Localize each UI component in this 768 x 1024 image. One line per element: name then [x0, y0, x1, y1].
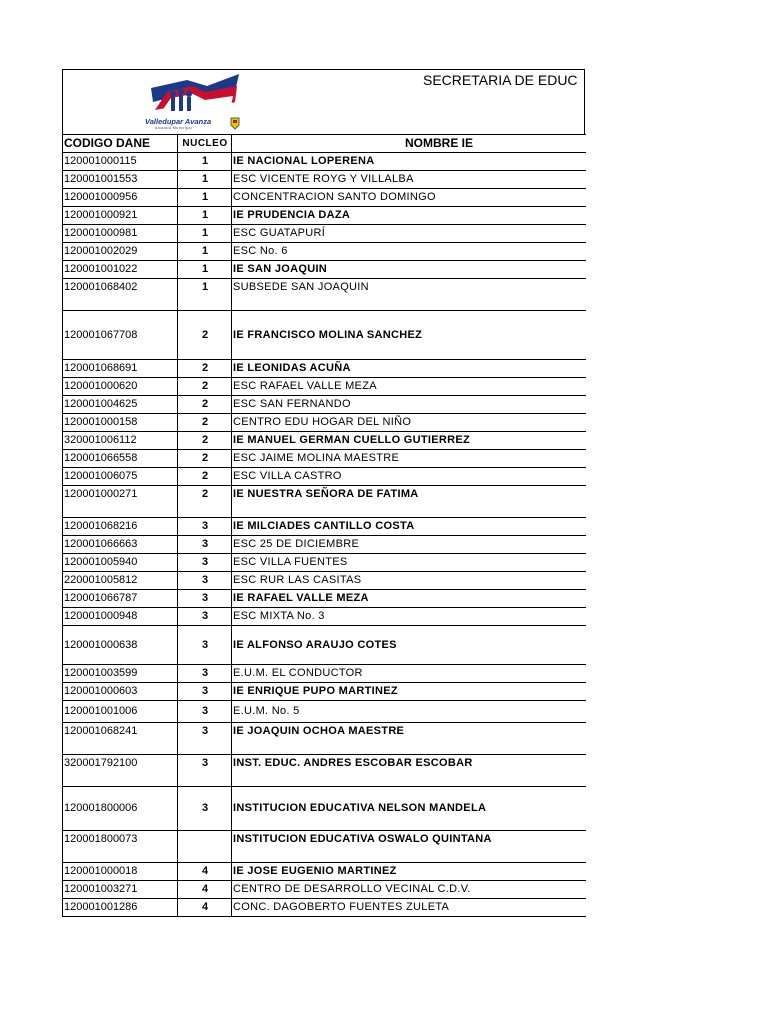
- cell-nombre-ie: IE JOSE EUGENIO MARTINEZ: [232, 863, 587, 881]
- table-row: [63, 787, 587, 831]
- cell-codigo-dane: 120001800006: [63, 787, 178, 831]
- cell-nucleo: 4: [178, 881, 232, 899]
- cell-codigo-dane: 120001000158: [63, 414, 178, 432]
- cell-nucleo: 1: [178, 153, 232, 171]
- cell-nucleo: 2: [178, 432, 232, 450]
- logo-subtext: Alcaldía Municipal: [155, 126, 193, 130]
- cell-nucleo: 3: [178, 518, 232, 536]
- table-row: [63, 311, 587, 360]
- cell-nucleo: 4: [178, 899, 232, 917]
- table-row: [63, 468, 587, 486]
- cell-nucleo: 3: [178, 608, 232, 626]
- cell-nucleo: 1: [178, 207, 232, 225]
- cell-codigo-dane: 120001003599: [63, 665, 178, 683]
- spreadsheet-page: [62, 69, 586, 941]
- cell-nucleo: 1: [178, 279, 232, 311]
- cell-codigo-dane: 120001000948: [63, 608, 178, 626]
- table-row: [63, 378, 587, 396]
- cell-codigo-dane: 120001066787: [63, 590, 178, 608]
- table-row: [63, 899, 587, 917]
- table-row: [63, 360, 587, 378]
- cell-codigo-dane: 120001006075: [63, 468, 178, 486]
- cell-codigo-dane: 120001001006: [63, 701, 178, 723]
- crest-icon: [230, 116, 240, 130]
- cell-nucleo: 2: [178, 360, 232, 378]
- cell-codigo-dane: 120001000620: [63, 378, 178, 396]
- cell-nombre-ie: ESC JAIME MOLINA MAESTRE: [232, 450, 587, 468]
- page-title: SECRETARIA DE EDUC: [423, 72, 578, 88]
- cell-codigo-dane: 120001002029: [63, 243, 178, 261]
- cell-nucleo: 3: [178, 590, 232, 608]
- cell-nucleo: 3: [178, 701, 232, 723]
- table-row: [63, 831, 587, 863]
- cell-codigo-dane: 120001000271: [63, 486, 178, 518]
- cell-nombre-ie: ESC No. 6: [232, 243, 587, 261]
- table-body: [63, 153, 587, 917]
- cell-nucleo: 4: [178, 863, 232, 881]
- column-header-codigo-dane: CODIGO DANE: [63, 135, 178, 153]
- cell-codigo-dane: 120001001022: [63, 261, 178, 279]
- column-header-nombre-ie: NOMBRE IE: [232, 135, 587, 153]
- cell-codigo-dane: 120001000018: [63, 863, 178, 881]
- table-row: [63, 723, 587, 755]
- header-block: [62, 69, 585, 134]
- cell-nucleo: [178, 831, 232, 863]
- table-row: [63, 683, 587, 701]
- cell-nombre-ie: ESC VICENTE ROYG Y VILLALBA: [232, 171, 587, 189]
- cell-codigo-dane: 320001006112: [63, 432, 178, 450]
- cell-nombre-ie: ESC VILLA FUENTES: [232, 554, 587, 572]
- cell-nucleo: 3: [178, 554, 232, 572]
- cell-nucleo: 2: [178, 468, 232, 486]
- table-row: [63, 701, 587, 723]
- cell-nombre-ie: INSTITUCION EDUCATIVA OSWALO QUINTANA: [232, 831, 587, 863]
- table-row: [63, 450, 587, 468]
- cell-nucleo: 1: [178, 189, 232, 207]
- cell-nombre-ie: ESC SAN FERNANDO: [232, 396, 587, 414]
- cell-nombre-ie: ESC VILLA CASTRO: [232, 468, 587, 486]
- table-row: [63, 590, 587, 608]
- cell-nombre-ie: ESC RAFAEL VALLE MEZA: [232, 378, 587, 396]
- cell-nombre-ie: ESC GUATAPURÍ: [232, 225, 587, 243]
- cell-nucleo: 3: [178, 536, 232, 554]
- cell-codigo-dane: 320001792100: [63, 755, 178, 787]
- table-row: [63, 755, 587, 787]
- cell-codigo-dane: 220001005812: [63, 572, 178, 590]
- table-row: [63, 396, 587, 414]
- table-row: [63, 207, 587, 225]
- table-row: [63, 665, 587, 683]
- table-row: [63, 518, 587, 536]
- table-row: [63, 414, 587, 432]
- cell-nucleo: 3: [178, 787, 232, 831]
- table-row: [63, 486, 587, 518]
- cell-nucleo: 3: [178, 683, 232, 701]
- table-header-row: [63, 135, 587, 153]
- logo-text: Valledupar Avanza: [145, 117, 212, 126]
- cell-nucleo: 2: [178, 450, 232, 468]
- cell-nombre-ie: IE ALFONSO ARAUJO COTES: [232, 626, 587, 665]
- cell-nucleo: 1: [178, 171, 232, 189]
- cell-nombre-ie: IE NACIONAL LOPERENA: [232, 153, 587, 171]
- cell-codigo-dane: 120001068402: [63, 279, 178, 311]
- cell-nucleo: 3: [178, 723, 232, 755]
- cell-codigo-dane: 120001800073: [63, 831, 178, 863]
- cell-nucleo: 1: [178, 225, 232, 243]
- table-row: [63, 153, 587, 171]
- table-row: [63, 536, 587, 554]
- cell-nombre-ie: IE RAFAEL VALLE MEZA: [232, 590, 587, 608]
- cell-codigo-dane: 120001001553: [63, 171, 178, 189]
- table-row: [63, 863, 587, 881]
- table-row: [63, 554, 587, 572]
- cell-codigo-dane: 120001000921: [63, 207, 178, 225]
- cell-codigo-dane: 120001000638: [63, 626, 178, 665]
- cell-nombre-ie: IE FRANCISCO MOLINA SANCHEZ: [232, 311, 587, 360]
- column-header-nucleo: NUCLEO: [178, 135, 232, 153]
- cell-nombre-ie: CENTRO EDU HOGAR DEL NIÑO: [232, 414, 587, 432]
- cell-nombre-ie: IE MANUEL GERMAN CUELLO GUTIERREZ: [232, 432, 587, 450]
- institutions-table: [62, 134, 586, 917]
- cell-codigo-dane: 120001068691: [63, 360, 178, 378]
- cell-nombre-ie: IE NUESTRA SEÑORA DE FATIMA: [232, 486, 587, 518]
- cell-nombre-ie: IE LEONIDAS ACUÑA: [232, 360, 587, 378]
- cell-nucleo: 3: [178, 572, 232, 590]
- table-row: [63, 243, 587, 261]
- cell-nucleo: 3: [178, 626, 232, 665]
- cell-nombre-ie: CONC. DAGOBERTO FUENTES ZULETA: [232, 899, 587, 917]
- cell-codigo-dane: 120001001286: [63, 899, 178, 917]
- cell-codigo-dane: 120001067708: [63, 311, 178, 360]
- cell-nucleo: 3: [178, 755, 232, 787]
- cell-nombre-ie: IE PRUDENCIA DAZA: [232, 207, 587, 225]
- cell-nombre-ie: ESC 25 DE DICIEMBRE: [232, 536, 587, 554]
- table-row: [63, 261, 587, 279]
- cell-codigo-dane: 120001000603: [63, 683, 178, 701]
- cell-nucleo: 2: [178, 396, 232, 414]
- cell-nucleo: 1: [178, 243, 232, 261]
- table-row: [63, 171, 587, 189]
- cell-nucleo: 2: [178, 311, 232, 360]
- cell-nombre-ie: IE JOAQUIN OCHOA MAESTRE: [232, 723, 587, 755]
- cell-nucleo: 3: [178, 665, 232, 683]
- cell-nombre-ie: IE SAN JOAQUIN: [232, 261, 587, 279]
- cell-codigo-dane: 120001066558: [63, 450, 178, 468]
- cell-nombre-ie: ESC MIXTA No. 3: [232, 608, 587, 626]
- cell-nombre-ie: E.U.M. EL CONDUCTOR: [232, 665, 587, 683]
- table-row: [63, 225, 587, 243]
- cell-codigo-dane: 120001005940: [63, 554, 178, 572]
- cell-nombre-ie: CENTRO DE DESARROLLO VECINAL C.D.V.: [232, 881, 587, 899]
- cell-nombre-ie: INST. EDUC. ANDRES ESCOBAR ESCOBAR: [232, 755, 587, 787]
- cell-codigo-dane: 120001068241: [63, 723, 178, 755]
- table-row: [63, 432, 587, 450]
- cell-codigo-dane: 120001068216: [63, 518, 178, 536]
- cell-nucleo: 2: [178, 486, 232, 518]
- cell-codigo-dane: 120001003271: [63, 881, 178, 899]
- cell-nombre-ie: ESC RUR LAS CASITAS: [232, 572, 587, 590]
- table-row: [63, 608, 587, 626]
- cell-nombre-ie: IE ENRIQUE PUPO MARTINEZ: [232, 683, 587, 701]
- cell-nucleo: 2: [178, 414, 232, 432]
- cell-codigo-dane: 120001004625: [63, 396, 178, 414]
- cell-codigo-dane: 120001000981: [63, 225, 178, 243]
- cell-nombre-ie: INSTITUCION EDUCATIVA NELSON MANDELA: [232, 787, 587, 831]
- cell-nombre-ie: SUBSEDE SAN JOAQUIN: [232, 279, 587, 311]
- table-row: [63, 881, 587, 899]
- cell-nombre-ie: CONCENTRACION SANTO DOMINGO: [232, 189, 587, 207]
- cell-nucleo: 1: [178, 261, 232, 279]
- cell-codigo-dane: 120001000115: [63, 153, 178, 171]
- cell-nucleo: 2: [178, 378, 232, 396]
- cell-codigo-dane: 120001066663: [63, 536, 178, 554]
- table-row: [63, 572, 587, 590]
- table-row: [63, 189, 587, 207]
- cell-nombre-ie: IE MILCIADES CANTILLO COSTA: [232, 518, 587, 536]
- cell-nombre-ie: E.U.M. No. 5: [232, 701, 587, 723]
- table-row: [63, 626, 587, 665]
- table-row: [63, 279, 587, 311]
- cell-codigo-dane: 120001000956: [63, 189, 178, 207]
